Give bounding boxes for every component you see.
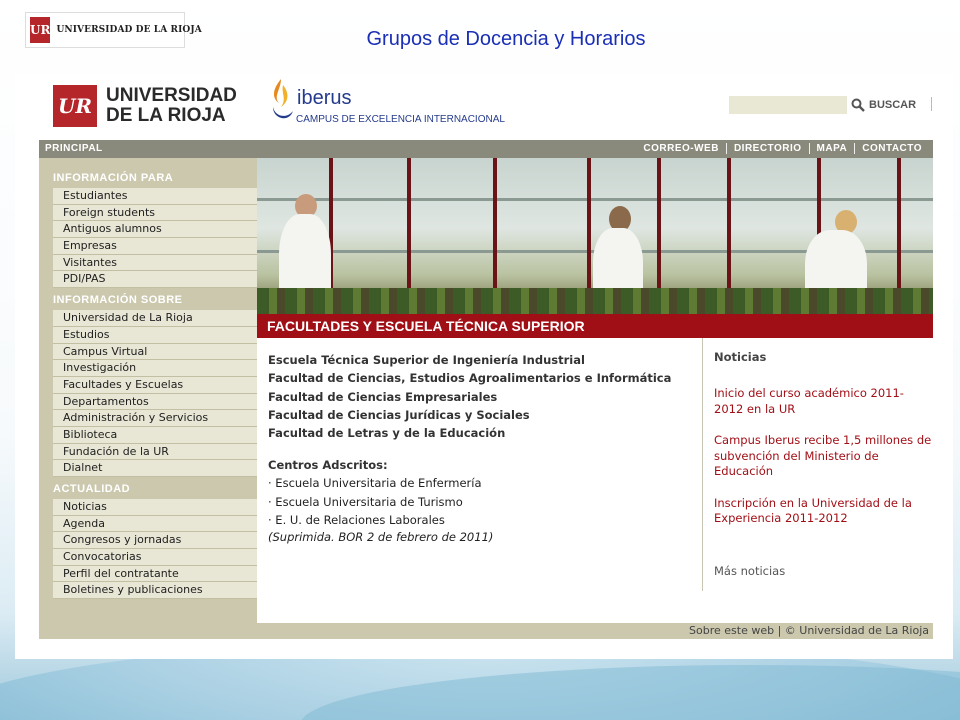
iberus-name: iberus: [297, 87, 352, 109]
sidebar-item-pdi-pas[interactable]: PDI/PAS: [53, 271, 257, 288]
nav-link-correo-web[interactable]: CORREO-WEB: [643, 143, 719, 154]
centros-heading: Centros Adscritos:: [268, 458, 388, 473]
faculty-link[interactable]: Facultad de Ciencias Jurídicas y Sociales: [268, 407, 530, 422]
sidebar-item-estudiantes[interactable]: Estudiantes: [53, 188, 257, 205]
university-logo-mark: UR: [53, 85, 97, 127]
footer[interactable]: Sobre este web | © Universidad de La Rioja: [39, 623, 933, 639]
section-banner: FACULTADES Y ESCUELA TÉCNICA SUPERIOR: [257, 314, 933, 338]
slide-logo-text: UNIVERSIDAD DE LA RIOJA: [56, 25, 202, 35]
search-icon: [851, 98, 865, 112]
iberus-flame-icon: [267, 77, 295, 123]
greenhouse-beam: [257, 198, 933, 201]
more-news-link[interactable]: Más noticias: [714, 564, 786, 578]
slide-logo-mark: UR: [30, 17, 50, 43]
sidebar-item-universidad[interactable]: Universidad de La Rioja: [53, 310, 257, 327]
sidebar-item-facultades[interactable]: Facultades y Escuelas: [53, 377, 257, 394]
centro-link[interactable]: · Escuela Universitaria de Turismo: [268, 494, 463, 509]
nav-links: [636, 143, 929, 154]
university-logo[interactable]: [53, 85, 237, 127]
search-divider: [931, 97, 932, 111]
iberus-logo[interactable]: [267, 77, 527, 133]
sidebar-item-campus-virtual[interactable]: Campus Virtual: [53, 344, 257, 361]
sidebar-heading-informacion-sobre: INFORMACIÓN SOBRE: [53, 294, 183, 307]
sidebar-item-noticias[interactable]: Noticias: [53, 499, 257, 516]
sidebar-item-visitantes[interactable]: Visitantes: [53, 255, 257, 272]
iberus-subtitle: CAMPUS DE EXCELENCIA INTERNACIONAL: [296, 114, 505, 125]
sidebar-item-estudios[interactable]: Estudios: [53, 327, 257, 344]
sidebar-item-antiguos-alumnos[interactable]: Antiguos alumnos: [53, 221, 257, 238]
nav-link-mapa[interactable]: MAPA: [809, 143, 855, 154]
sidebar-item-biblioteca[interactable]: Biblioteca: [53, 427, 257, 444]
faculty-link[interactable]: Facultad de Ciencias, Estudios Agroalimentarios e Informática: [268, 371, 672, 386]
website-screenshot: [15, 73, 953, 659]
sidebar-item-perfil-contratante[interactable]: Perfil del contratante: [53, 566, 257, 583]
faculty-link[interactable]: Escuela Técnica Superior de Ingeniería Industrial: [268, 353, 585, 367]
university-logo-line2: DE LA RIOJA: [106, 105, 226, 126]
sidebar-item-agenda[interactable]: Agenda: [53, 516, 257, 533]
sidebar-item-foreign-students[interactable]: Foreign students: [53, 205, 257, 222]
search-button-label: BUSCAR: [869, 99, 917, 111]
sidebar-item-fundacion[interactable]: Fundación de la UR: [53, 444, 257, 461]
search-input[interactable]: [729, 96, 847, 114]
centro-link[interactable]: · E. U. de Relaciones Laborales: [268, 513, 445, 528]
faculty-link[interactable]: Facultad de Ciencias Empresariales: [268, 389, 498, 404]
slide-title: Grupos de Docencia y Horarios: [366, 28, 646, 50]
sidebar-item-empresas[interactable]: Empresas: [53, 238, 257, 255]
hero-photo-laboratory: [257, 158, 933, 314]
sidebar-item-administracion[interactable]: Administración y Servicios: [53, 410, 257, 427]
centro-note: (Suprimida. BOR 2 de febrero de 2011): [268, 530, 494, 545]
news-item-link[interactable]: Inscripción en la Universidad de la Experiencia 2011-2012: [714, 495, 912, 525]
news-panel: [702, 338, 933, 591]
sidebar-list: [53, 499, 257, 599]
centro-link[interactable]: · Escuela Universitaria de Enfermería: [268, 476, 482, 491]
news-heading: Noticias: [714, 350, 767, 364]
faculties-list: [268, 351, 708, 545]
news-item-link[interactable]: Campus Iberus recibe 1,5 millones de subvención del Ministerio de Educación: [714, 433, 932, 478]
news-item-link[interactable]: Inicio del curso académico 2011-2012 en la UR: [714, 386, 904, 416]
sidebar-item-departamentos[interactable]: Departamentos: [53, 394, 257, 411]
nav-link-directorio[interactable]: DIRECTORIO: [726, 143, 809, 154]
faculty-link[interactable]: Facultad de Letras y de la Educación: [268, 426, 506, 441]
sidebar-heading-informacion-para: INFORMACIÓN PARA: [53, 172, 174, 184]
plants-row: [257, 288, 933, 314]
sidebar-item-convocatorias[interactable]: Convocatorias: [53, 549, 257, 566]
university-logo-line1: UNIVERSIDAD: [106, 85, 237, 106]
sidebar-list: [53, 310, 257, 477]
search-button[interactable]: [851, 96, 916, 114]
sidebar-item-congresos[interactable]: Congresos y jornadas: [53, 532, 257, 549]
university-logo-name: [106, 86, 237, 126]
sidebar: [39, 158, 257, 623]
nav-home-link[interactable]: PRINCIPAL: [45, 143, 103, 154]
sidebar-item-dialnet[interactable]: Dialnet: [53, 460, 257, 477]
nav-link-contacto[interactable]: CONTACTO: [854, 143, 929, 154]
sidebar-list: [53, 188, 257, 288]
top-navigation: [39, 140, 933, 158]
sidebar-item-boletines[interactable]: Boletines y publicaciones: [53, 582, 257, 599]
sidebar-heading-actualidad: ACTUALIDAD: [53, 483, 131, 495]
sidebar-item-investigacion[interactable]: Investigación: [53, 360, 257, 377]
